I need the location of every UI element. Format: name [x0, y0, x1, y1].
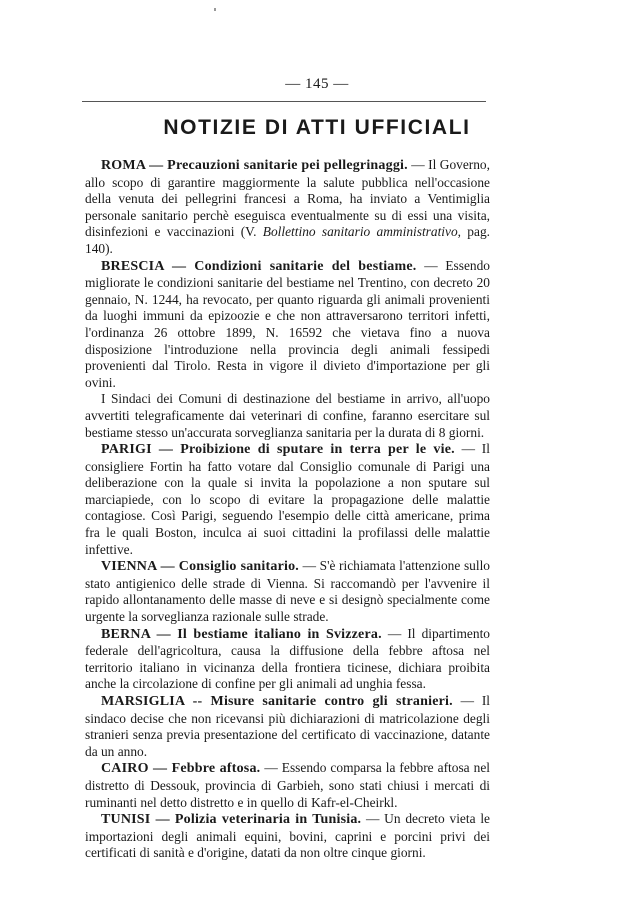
article-heading: BERNA — Il bestiame italiano in Svizzera.: [101, 626, 382, 642]
article-heading: CAIRO — Febbre aftosa.: [101, 761, 261, 777]
article-text-tail: , pag. 140).: [85, 224, 490, 256]
article-brescia: [85, 258, 490, 392]
article-heading: BRESCIA — Condizioni sanitarie del bestiame.: [101, 258, 417, 274]
article-heading: VIENNA — Consiglio sanitario.: [101, 559, 299, 575]
article-text: — Il sindaco decise che non ricevansi più dichiarazioni di matricolazione degli stranieri senza previa presentazione del certificato di vaccinazione, datante da un anno.: [85, 693, 490, 759]
article-cairo: [85, 760, 490, 811]
article-tunisi: [85, 811, 490, 862]
page-title: NOTIZIE DI ATTI UFFICIALI: [163, 116, 471, 139]
article-body: [85, 157, 490, 862]
article-text: — S'è richiamata l'attenzione sullo stato antigienico delle strade di Vienna. Si raccomandò per l'avvenire il rapido allontanamento delle masse di neve e si designò specialmente come urgente la sorveglianza razionale sulle strade.: [85, 558, 490, 625]
article-text: — Il dipartimento federale dell'agricoltura, causa la diffusione della febbre aftosa nel territorio italiano in vicinanza della frontiera ticinese, dichiara proibita anche la circolazione di confine per gli animali ad unghia fessa.: [85, 625, 490, 692]
article-text: — Il Governo, allo scopo di garantire maggiormente la salute pubblica nell'occasione della venuta dei pellegrini francesi a Roma, ha inviato a Ventimiglia personale sanitario perchè eseguisca eventualmente su di essi una visita, disinfezioni e vaccinazioni (V.: [85, 157, 490, 240]
header-rule: [82, 101, 486, 102]
article-marsiglia: [85, 693, 490, 760]
article-roma: [85, 157, 490, 258]
article-vienna: [85, 558, 490, 625]
article-text: — Essendo comparsa la febbre aftosa nel distretto di Dessouk, provincia di Garbieh, sono stati chiusi i mercati di ruminanti nel detto distretto e in quello di Kafr-el-Cheirkl.: [85, 760, 490, 810]
article-parigi: [85, 441, 490, 558]
article-brescia-continued: [85, 391, 490, 441]
article-text: — Un decreto vieta le importazioni degli animali equini, bovini, caprini e porcini privi dei certificati di sanità e d'origine, datati da non oltre cinque giorni.: [85, 811, 490, 861]
article-italic-ref: Bollettino sanitario amministrativo: [262, 224, 458, 240]
article-heading: TUNISI — Polizia veterinaria in Tunisia.: [101, 812, 362, 828]
article-heading: PARIGI — Proibizione di sputare in terra per le vie.: [101, 442, 455, 458]
article-heading: ROMA — Precauzioni sanitarie pei pellegrinaggi.: [101, 158, 408, 173]
article-text: — Essendo migliorate le condizioni sanitarie del bestiame nel Trentino, con decreto 20 gennaio, N. 1244, ha revocato, per quanto riguarda gli animali provenienti da luoghi immuni da epizoozie e che non attraversarono territori infetti, l'ordinanza 26 ottobre 1899, N. 16592 che vietava fino a nuova disposizione l'introduzione nella provincia degli animali fessipedi provenienti dal Tirolo. Resta in vigore il divieto d'importazione per gli ovini.: [85, 257, 490, 390]
article-berna: [85, 626, 490, 693]
scan-speck: [214, 8, 216, 11]
page-number: — 145 —: [285, 76, 349, 92]
article-heading: MARSIGLIA -- Misure sanitarie contro gli stranieri.: [101, 694, 453, 709]
article-text: — Il consigliere Fortin ha fatto votare dal Consiglio comunale di Parigi una deliberazione con la quale si invita la popolazione a non sputare sul marciapiede, con lo scopo di evitare la propagazione delle malattie contagiose. Così Parigi, seguendo l'esempio delle città americane, prima fra le quali Boston, inculca ai suoi cittadini la profilassi delle malattie infettive.: [85, 441, 490, 557]
article-text: I Sindaci dei Comuni di destinazione del bestiame in arrivo, all'uopo avvertiti telegraficamente dai veterinari di confine, faranno esercitare sul bestiame stesso un'accurata sorveglianza sanitaria per la durata di 8 giorni.: [85, 391, 490, 440]
